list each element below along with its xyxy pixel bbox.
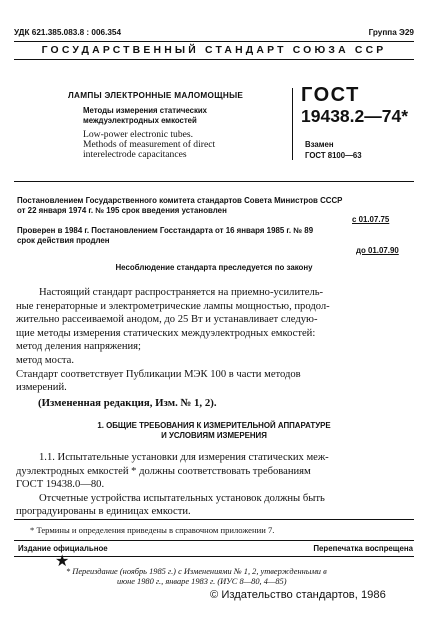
section-1-text (16, 451, 416, 519)
title-divider (292, 88, 293, 160)
extended-date: до 01.07.90 (356, 246, 399, 255)
gost-number: 19438.2—74* (301, 106, 409, 126)
intro-line-3: жительно рассеиваемой анодом, до 25 Вт и устанавливает следую- (16, 314, 318, 326)
official-edition: Издание официальное (18, 544, 108, 553)
footnote-rule (14, 519, 414, 520)
footer-top-rule (14, 540, 414, 541)
decree-line-4: срок действия продлен (17, 236, 110, 245)
legal-warning: Несоблюдение стандарта преследуется по закону (115, 263, 313, 272)
method-voltage-division: метод деления напряжения; (16, 341, 141, 353)
section-1-line-5: проградуированы в единицах емкости. (16, 506, 191, 518)
section-1-line-4: Отсчетные устройства испытательных установок должны быть (39, 492, 325, 504)
group-code: Группа Э29 (368, 28, 414, 37)
section-1-line-1: 1.1. Испытательные установки для измерения статических меж- (39, 452, 329, 463)
title-en-1: Low-power electronic tubes. (83, 129, 194, 140)
intro-paragraph (16, 286, 416, 395)
header-bottom-rule (14, 59, 414, 60)
title-en-2: Methods of measurement of direct (83, 139, 216, 150)
replaces-label: Взамен (305, 140, 334, 149)
intro-line-4: щие методы измерения статических междуэлектродных емкостей: (16, 327, 316, 339)
gost-label: ГОСТ (301, 84, 360, 106)
edition-note: (Измененная редакция, Изм. № 1, 2). (38, 397, 217, 409)
copyright: © Издательство стандартов, 1986 (210, 589, 386, 601)
reissue-note-2: июне 1980 г., январе 1983 г. (ИУС 8—80, 4—85) (117, 577, 287, 586)
decree-line-2: от 22 января 1974 г. № 195 срок введения установлен (17, 206, 227, 215)
decree-line-1: Постановлением Государственного комитета стандартов Совета Министров СССР (17, 196, 343, 205)
replaces-value: ГОСТ 8100—63 (305, 151, 362, 160)
method-bridge: метод моста. (16, 354, 75, 366)
standard-banner: ГОСУДАРСТВЕННЫЙ СТАНДАРТ СОЮЗА ССР (41, 45, 387, 56)
document-subtitle-1: Методы измерения статических (83, 106, 208, 115)
footer-bottom-rule (14, 556, 414, 557)
reprint-prohibited: Перепечатка воспрещена (313, 544, 413, 553)
document-title: ЛАМПЫ ЭЛЕКТРОННЫЕ МАЛОМОЩНЫЕ (68, 91, 244, 100)
intro-line-1: Настоящий стандарт распространяется на приемно-усилитель- (39, 287, 324, 298)
header-top-rule (14, 41, 414, 42)
title-bottom-rule (14, 181, 414, 182)
section-1-heading-1: 1. ОБЩИЕ ТРЕБОВАНИЯ К ИЗМЕРИТЕЛЬНОЙ АППАРАТУРЕ (97, 421, 331, 430)
document-subtitle-2: междуэлектродных емкостей (83, 116, 197, 125)
reissue-note-1: * Переиздание (ноябрь 1985 г.) с Изменениями № 1, 2, утвержденными в (66, 567, 327, 576)
section-1-heading-2: И УСЛОВИЯМ ИЗМЕРЕНИЯ (161, 431, 267, 440)
decree-line-3: Проверен в 1984 г. Постановлением Госстандарта от 16 января 1985 г. № 89 (17, 226, 314, 235)
section-1-line-2: дуэлектродных емкостей * должны соответствовать требованиям (16, 465, 311, 477)
footnote: * Термины и определения приведены в справочном приложении 7. (30, 525, 275, 535)
udc-code: УДК 621.385.083.8 : 006.354 (14, 28, 122, 37)
intro-line-8: измерений. (16, 382, 67, 394)
intro-line-2: ные генераторные и электрометрические лампы мощностью, продол- (16, 300, 330, 312)
section-1-line-3: ГОСТ 19438.0—80. (16, 479, 105, 491)
intro-line-7: Стандарт соответствует Публикации МЭК 100 в части методов (16, 368, 301, 380)
title-en-3: interelectrode capacitances (83, 149, 187, 160)
effective-date: с 01.07.75 (352, 215, 390, 224)
star-icon: ★ (55, 551, 70, 570)
